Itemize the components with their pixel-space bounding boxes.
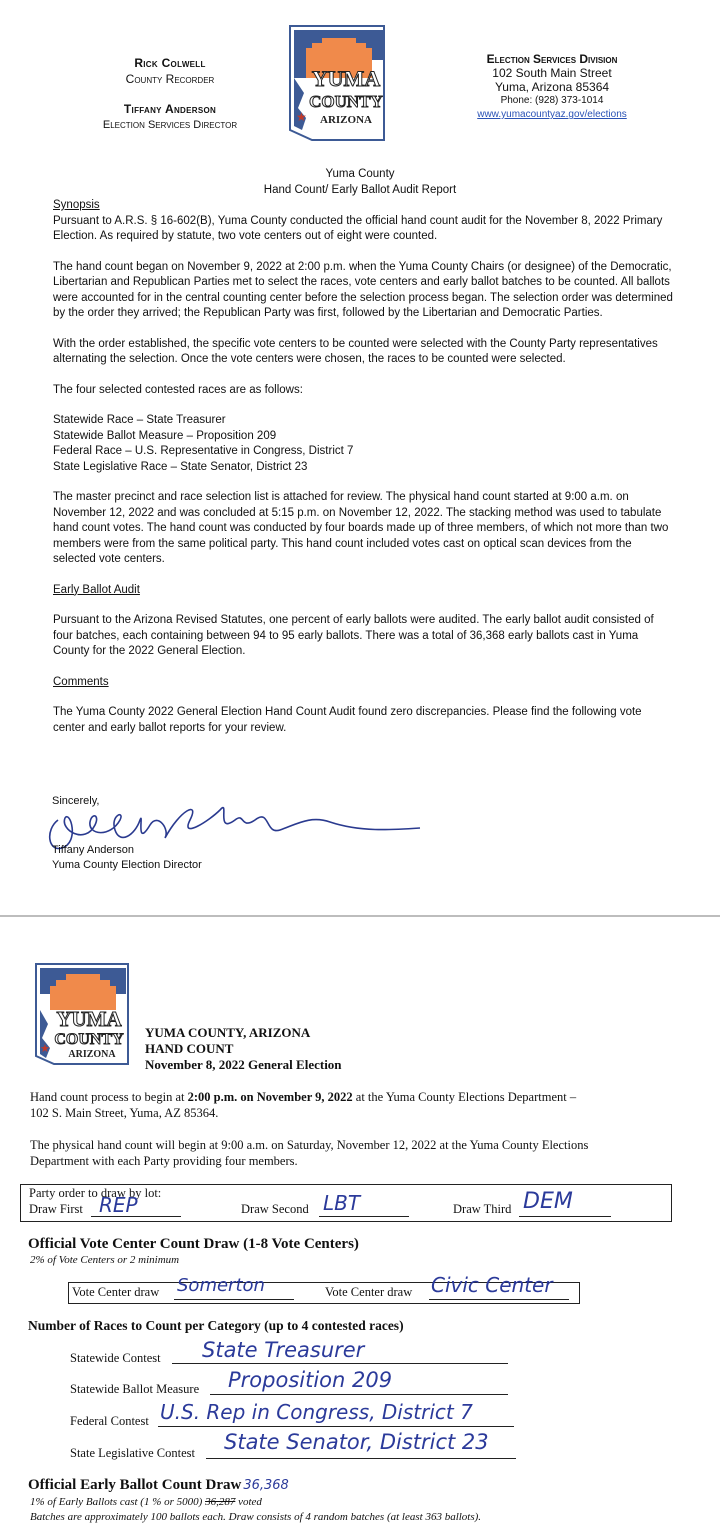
address-line2: Yuma, Arizona 85364	[494, 80, 610, 94]
text: 1% of Early Ballots cast (1 % or 5000)	[30, 1496, 203, 1508]
vote-center-heading: Official Vote Center Count Draw (1-8 Vote Centers)	[28, 1236, 359, 1252]
contest-label: Statewide Ballot Measure	[70, 1382, 200, 1396]
contest-label: Federal Contest	[70, 1414, 149, 1428]
early-ballot-draw-heading	[28, 1477, 289, 1494]
synopsis-heading: Synopsis	[53, 199, 100, 211]
synopsis-paragraph-2: The hand count began on November 9, 2022 at 2:00 p.m. when the Yuma County Chairs (or designee) of the Democratic, Libertarian and Republican Parties met to select the races, vote centers and early ballot batches to be counted. All ballots were accounted for in the central counting center before the selection process began. The selection order was determined by the order they arrived; the Republican Party was first, followed by the Libertarian and Democratic Parties.	[53, 260, 673, 319]
report-title: Hand Count/ Early Ballot Audit Report	[263, 184, 457, 196]
phone: Phone: (928) 373-1014	[500, 95, 604, 106]
logo-arizona-text: ARIZONA	[68, 1049, 116, 1060]
vote-center-subtext: 2% of Vote Centers or 2 minimum	[30, 1254, 180, 1266]
contest-value: State Treasurer	[202, 1338, 365, 1362]
report-body	[53, 198, 673, 736]
draw-third-value: DEM	[523, 1189, 573, 1214]
draw-second-value: LBT	[323, 1191, 361, 1215]
vote-center-value-1: Somerton	[177, 1275, 265, 1296]
draw-first-label: Draw First	[29, 1202, 83, 1216]
master-paragraph: The master precinct and race selection list is attached for review. The physical hand count started at 9:00 a.m. on November 12, 2022 and was concluded at 5:15 p.m. on November 12, 2022. The stacking method was used to tabulate hand count votes. The hand count was conducted by four boards made up of three members, of which not more than two members were from the same political party. This hand count included votes cast on optical scan devices from the selected vote centers.	[53, 491, 669, 565]
director-title: Election Services Director	[102, 119, 238, 131]
party-order-box	[20, 1184, 672, 1222]
early-draw-subtext	[30, 1496, 262, 1508]
logo-county-text: COUNTY	[54, 1031, 124, 1048]
early-draw-value: 36,368	[243, 1478, 289, 1493]
text: Hand count process to begin at	[30, 1090, 188, 1104]
text: The physical hand count will begin at 9:00 a.m. on Saturday, November 12, 2022 at the Yuma County Elections	[30, 1138, 589, 1152]
recorder-title: County Recorder	[125, 72, 215, 86]
yuma-county-logo	[28, 960, 138, 1068]
text: Department with each Party providing four members.	[30, 1154, 298, 1168]
synopsis-paragraph-1: Pursuant to A.R.S. § 16-602(B), Yuma County conducted the official hand count audit for the November 8, 2022 Primary Election. As required by statute, two vote centers out of eight were counted.	[53, 214, 663, 242]
draw-first-value: REP	[99, 1193, 138, 1217]
division-block	[458, 52, 646, 122]
star-icon: ★	[40, 1043, 50, 1055]
race-item: Statewide Race – State Treasurer	[53, 414, 226, 426]
synopsis-paragraph-3: With the order established, the specific vote centers to be counted were selected with the County Party representatives alternating the selection. Once the vote centers were chosen, the races to be counted were selected.	[53, 337, 658, 365]
early-draw-heading-text: Official Early Ballot Count Draw	[28, 1477, 242, 1493]
process-paragraph	[30, 1089, 680, 1121]
race-item: Statewide Ballot Measure – Proposition 209	[53, 429, 277, 442]
page-divider	[0, 915, 720, 917]
races-heading: Number of Races to Count per Category (up to 4 contested races)	[28, 1318, 404, 1333]
text: at the Yuma County Elections Department –	[352, 1090, 577, 1104]
party-order-label: Party order to draw by lot:	[29, 1186, 162, 1200]
recorder-name: Rick Colwell	[134, 56, 206, 70]
report-org: Yuma County	[325, 168, 395, 180]
race-item: State Legislative Race – State Senator, District 23	[53, 460, 308, 473]
comments-heading: Comments	[53, 675, 109, 688]
heading-hand-count: HAND COUNT	[145, 1041, 234, 1056]
contest-label: Statewide Contest	[70, 1351, 161, 1365]
page2-heading	[145, 1025, 342, 1073]
recorder-block	[70, 55, 270, 133]
address-line1: 102 South Main Street	[492, 66, 612, 80]
contest-value: U.S. Rep in Congress, District 7	[160, 1400, 473, 1424]
contest-value: State Senator, District 23	[224, 1430, 489, 1454]
races-intro: The four selected contested races are as follows:	[53, 383, 303, 396]
text-bold: 2:00 p.m. on November 9, 2022	[187, 1090, 353, 1104]
director-name: Tiffany Anderson	[123, 102, 217, 116]
contest-label: State Legislative Contest	[70, 1446, 195, 1460]
star-icon: ★	[296, 110, 307, 124]
heading-election: November 8, 2022 General Election	[145, 1057, 342, 1072]
text: 102 S. Main Street, Yuma, AZ 85364.	[30, 1106, 219, 1120]
early-ballot-paragraph: Pursuant to the Arizona Revised Statutes, one percent of early ballots were audited. The early ballot audit consisted of four batches, each containing between 94 to 95 early ballots. There was a total of 36,368 early ballots cast in Yuma County for the 2022 General Election.	[53, 614, 654, 657]
website-link[interactable]: www.yumacountyaz.gov/elections	[477, 109, 627, 120]
early-ballot-heading: Early Ballot Audit	[53, 583, 140, 596]
race-item: Federal Race – U.S. Representative in Congress, District 7	[53, 445, 354, 457]
vote-center-label: Vote Center draw	[325, 1285, 413, 1299]
vote-center-value-2: Civic Center	[431, 1273, 553, 1297]
logo-yuma-text: YUMA	[56, 1007, 122, 1031]
closing: Sincerely,	[52, 795, 100, 807]
comments-paragraph: The Yuma County 2022 General Election Hand Count Audit found zero discrepancies. Please find the following vote center and early ballot reports for your review.	[53, 706, 642, 734]
signer-name: Tiffany Anderson	[52, 844, 134, 856]
draw-second-label: Draw Second	[241, 1202, 309, 1216]
contest-value: Proposition 209	[228, 1368, 393, 1392]
logo-county-text: COUNTY	[309, 92, 383, 111]
text: voted	[238, 1496, 262, 1508]
yuma-county-logo	[282, 18, 392, 143]
signer-title: Yuma County Election Director	[52, 859, 202, 871]
struck-value: 36,287	[205, 1496, 236, 1508]
physical-count-paragraph	[30, 1137, 680, 1169]
heading-county: YUMA COUNTY, ARIZONA	[145, 1025, 311, 1040]
logo-yuma-text: YUMA	[311, 66, 381, 91]
draw-third-label: Draw Third	[453, 1202, 512, 1216]
division-name: Election Services Division	[486, 52, 618, 66]
vote-center-label: Vote Center draw	[72, 1285, 160, 1299]
logo-arizona-text: ARIZONA	[320, 114, 372, 126]
vote-center-box	[68, 1273, 580, 1304]
batches-text: Batches are approximately 100 ballots each. Draw consists of 4 random batches (at least 363 ballots).	[30, 1511, 482, 1523]
